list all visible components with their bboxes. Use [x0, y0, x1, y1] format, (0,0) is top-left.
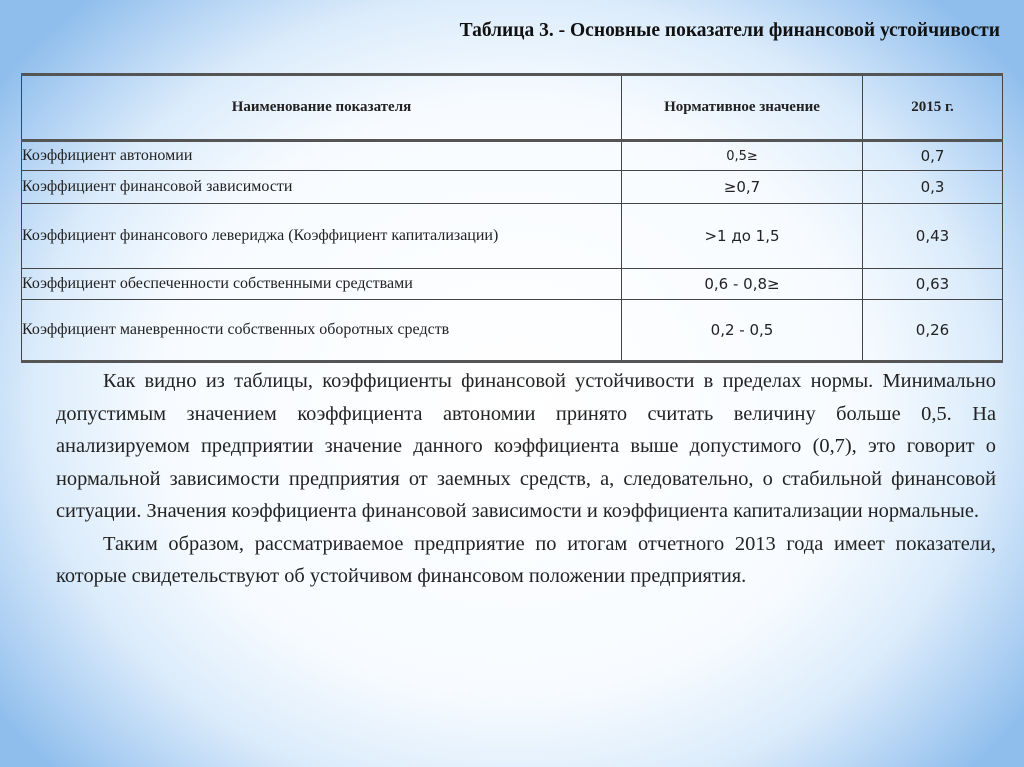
indicator-name: Коэффициент автономии: [22, 141, 622, 171]
year-value: 0,7: [863, 141, 1003, 171]
table-row: [22, 204, 1003, 269]
normative-value: ≥0,7: [622, 171, 863, 204]
paragraph: Таким образом, рассматриваемое предприятие по итогам отчетного 2013 года имеет показатели, которые свидетельствуют об устойчивом финансовом положении предприятия.: [56, 532, 996, 587]
table-row: [22, 171, 1003, 204]
indicator-name: Коэффициент финансовой зависимости: [22, 171, 622, 204]
indicator-name: Коэффициент финансового левериджа (Коэффициент капитализации): [22, 204, 622, 269]
table-row: [22, 300, 1003, 362]
table-header-row: [22, 75, 1003, 141]
table-title: Таблица 3. - Основные показатели финансовой устойчивости: [459, 20, 1000, 41]
paragraph: Как видно из таблицы, коэффициенты финансовой устойчивости в пределах нормы. Минимально допустимым значением коэффициента автономии принято считать величину больше 0,5. На анализируемом предприятии значение данного коэффициента выше допустимого (0,7), это говорит о нормальной зависимости предприятия от заемных средств, а, следовательно, о стабильной финансовой ситуации. Значения коэффициента финансовой зависимости и коэффициента капитализации нормальные.: [56, 370, 996, 522]
normative-value: 0,6 - 0,8≥: [622, 269, 863, 300]
year-value: 0,63: [863, 269, 1003, 300]
table-row: [22, 141, 1003, 171]
header-indicator-name: Наименование показателя: [22, 75, 622, 141]
body-text: [56, 365, 996, 593]
indicator-name: Коэффициент маневренности собственных оборотных средств: [22, 300, 622, 362]
normative-value: >1 до 1,5: [622, 204, 863, 269]
year-value: 0,3: [863, 171, 1003, 204]
table-row: [22, 269, 1003, 300]
financial-indicators-table: [21, 73, 1003, 363]
header-year-2015: 2015 г.: [863, 75, 1003, 141]
header-normative-value: Нормативное значение: [622, 75, 863, 141]
year-value: 0,26: [863, 300, 1003, 362]
normative-value: 0,2 - 0,5: [622, 300, 863, 362]
indicator-name: Коэффициент обеспеченности собственными средствами: [22, 269, 622, 300]
year-value: 0,43: [863, 204, 1003, 269]
normative-value: 0,5≥: [622, 141, 863, 171]
